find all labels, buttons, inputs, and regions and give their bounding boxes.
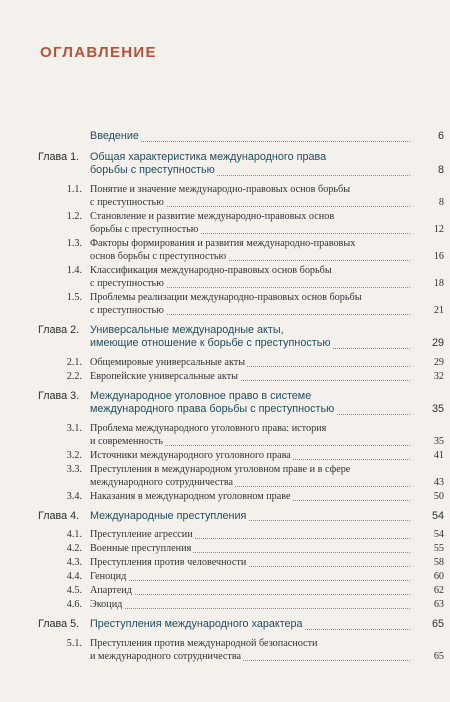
toc-page-number: 21 [433, 304, 444, 316]
toc-page-number: 58 [433, 557, 444, 568]
toc-number: 4.2. [66, 543, 82, 554]
toc-number: 4.3. [66, 557, 82, 568]
toc-section[interactable] [38, 463, 444, 489]
toc-section[interactable] [38, 291, 444, 317]
toc-page-number: 35 [431, 403, 444, 415]
toc-title-line: и международного сотрудничества [90, 650, 242, 662]
toc-title-line: международного права борьбы с преступностью [90, 403, 335, 415]
toc-page-number: 8 [438, 196, 444, 208]
toc-number: Глава 4. [38, 509, 80, 522]
toc-title-line: Преступления против международной безопасности [90, 637, 318, 649]
toc-number: 1.1. [66, 183, 82, 195]
toc-page-number: 16 [433, 250, 444, 262]
toc-section[interactable] [38, 370, 444, 383]
toc-number: Глава 1. [38, 150, 80, 163]
toc-section[interactable] [38, 183, 444, 209]
toc-chapter[interactable] [38, 390, 444, 417]
toc-title-line: Классификация международно-правовых основ борьбы [90, 264, 332, 276]
toc-title-line: Преступления международного характера [90, 618, 303, 630]
toc-title-line: борьбы с преступностью [90, 164, 215, 176]
toc-section[interactable] [38, 490, 444, 503]
toc-section[interactable] [38, 237, 444, 263]
toc-title-line: Военные преступления [90, 543, 192, 554]
toc-chapter[interactable] [38, 324, 444, 351]
toc-page-number: 41 [433, 449, 444, 461]
toc-page-number: 65 [431, 618, 444, 630]
toc-title-line: с преступностью [90, 304, 164, 316]
toc-section[interactable] [38, 637, 444, 663]
toc-page-number: 32 [433, 370, 444, 382]
toc-section[interactable] [38, 449, 444, 462]
toc-page-number: 63 [433, 599, 444, 610]
toc-number: 4.5. [66, 585, 82, 596]
toc-number: 1.2. [66, 210, 82, 222]
toc-title-line: Европейские универсальные акты [90, 370, 238, 382]
toc-title-line: Факторы формирования и развития международно-правовых [90, 237, 356, 249]
toc-number: 1.4. [66, 264, 82, 276]
table-of-contents [38, 130, 444, 663]
page-title: ОГЛАВЛЕНИЕ [40, 44, 157, 61]
toc-title-line: Геноцид [90, 571, 127, 582]
toc-number: 2.1. [66, 356, 82, 368]
toc-title-line: борьбы с преступностью [90, 223, 199, 235]
toc-number: Глава 5. [38, 618, 80, 630]
toc-title-line: Преступление агрессии [90, 529, 193, 540]
toc-page-number: 29 [433, 356, 444, 368]
toc-number: Глава 3. [38, 389, 80, 402]
toc-page-number: 29 [431, 337, 444, 349]
toc-title-line: международного сотрудничества [90, 476, 234, 488]
toc-title-line: Понятие и значение международно-правовых основ борьбы [90, 183, 351, 195]
toc-number: 4.6. [66, 599, 82, 610]
toc-page-number: 12 [433, 223, 444, 235]
toc-page-number: 35 [433, 435, 444, 447]
toc-section[interactable] [38, 264, 444, 290]
toc-number: Глава 2. [38, 323, 80, 336]
toc-chapter[interactable] [38, 618, 444, 632]
toc-page-number: 6 [437, 130, 444, 142]
toc-title-line: с преступностью [90, 196, 164, 208]
toc-title-line: Введение [90, 130, 139, 142]
toc-title-line: Наказания в международном уголовном праве [90, 490, 291, 502]
toc-section[interactable] [38, 542, 444, 555]
toc-title-line: с преступностью [90, 277, 164, 289]
toc-page-number: 54 [431, 509, 444, 522]
toc-number: 3.1. [66, 422, 82, 434]
toc-number: 5.1. [66, 637, 82, 649]
toc-page-number: 18 [433, 277, 444, 289]
toc-title-line: основ борьбы с преступностью [90, 250, 227, 262]
toc-page-number: 60 [433, 571, 444, 582]
toc-number: 1.3. [66, 237, 82, 249]
toc-title-line: Общая характеристика международного права [90, 150, 327, 163]
toc-section[interactable] [38, 570, 444, 583]
toc-section[interactable] [38, 528, 444, 541]
toc-number: 4.4. [66, 571, 82, 582]
toc-page-number: 65 [433, 650, 444, 662]
toc-title-line: Источники международного уголовного права [90, 449, 291, 461]
toc-title-line: Универсальные международные акты, [90, 323, 284, 336]
toc-page-number: 62 [433, 585, 444, 596]
toc-section[interactable] [38, 584, 444, 597]
toc-number: 2.2. [66, 370, 82, 382]
toc-page-number: 54 [433, 529, 444, 540]
toc-number: 1.5. [66, 291, 82, 303]
toc-chapter[interactable] [38, 151, 444, 178]
toc-title-line: Проблемы реализации международно-правовых основ борьбы [90, 291, 362, 303]
toc-section[interactable] [38, 556, 444, 569]
toc-page-number: 8 [437, 164, 444, 176]
toc-page-number: 55 [433, 543, 444, 554]
toc-section[interactable] [38, 422, 444, 448]
toc-title-line: имеющие отношение к борьбе с преступностью [90, 337, 331, 349]
toc-title-line: Международные преступления [90, 509, 247, 522]
toc-title-line: Общемировые универсальные акты [90, 356, 246, 368]
dot-leader [90, 594, 410, 595]
toc-number: 4.1. [66, 529, 82, 540]
toc-title-line: Международное уголовное право в системе [90, 389, 312, 402]
toc-chapter[interactable] [38, 130, 444, 144]
toc-title-line: Экоцид [90, 599, 123, 610]
toc-page-number: 43 [433, 476, 444, 488]
toc-section[interactable] [38, 210, 444, 236]
toc-section[interactable] [38, 356, 444, 369]
dot-leader [90, 608, 410, 609]
toc-number: 3.2. [66, 449, 82, 461]
toc-title-line: Проблема международного уголовного права: история [90, 422, 327, 434]
toc-number: 3.3. [66, 463, 82, 475]
toc-number: 3.4. [66, 490, 82, 502]
toc-page-number: 50 [433, 490, 444, 502]
toc-title-line: Апартеид [90, 585, 132, 596]
toc-chapter[interactable] [38, 510, 444, 524]
toc-section[interactable] [38, 598, 444, 611]
toc-title-line: Становление и развитие международно-правовых основ [90, 210, 335, 222]
toc-title-line: Преступления против человечности [90, 557, 247, 568]
toc-title-line: Преступления в международном уголовном праве и в сфере [90, 463, 351, 475]
toc-title-line: и современность [90, 435, 163, 447]
dot-leader [90, 580, 410, 581]
